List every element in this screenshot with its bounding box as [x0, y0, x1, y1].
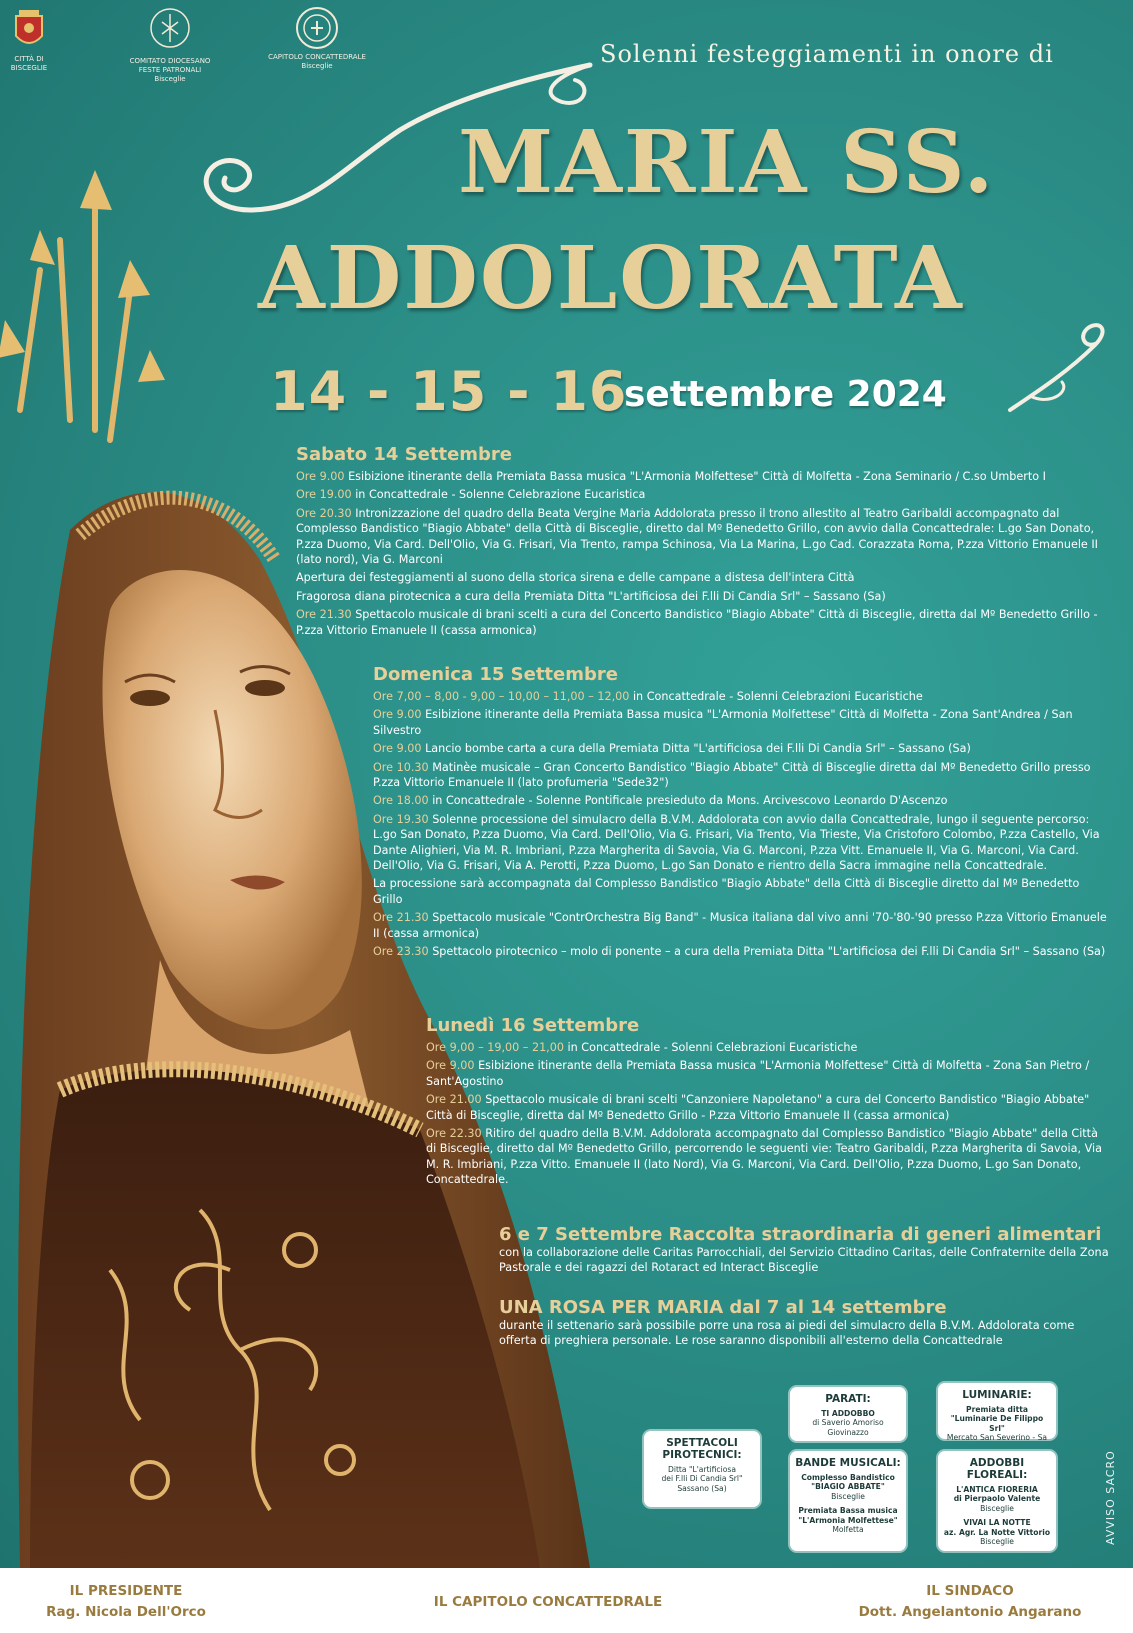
sponsor-name-2: Premiata Bassa musica	[798, 1506, 898, 1516]
avviso-sacro-label: AVVISO SACRO	[1104, 1450, 1117, 1545]
program-event	[373, 741, 1108, 756]
event-description: Matinèe musicale – Gran Concerto Bandistico "Biagio Abbate" Città di Bisceglie diretta dal Mº Benedetto Grillo presso P.zza Vittorio Emanuele II (lato profumeria "Sede32")	[373, 760, 1091, 790]
sponsor-detail: di Pierpaolo Valente	[953, 1494, 1041, 1504]
rose-notice-title: UNA ROSA PER MARIA dal 7 al 14 settembre	[499, 1297, 947, 1318]
sponsor-location-2: Molfetta	[832, 1525, 864, 1535]
sponsor-name: L'ANTICA FIORERIA	[956, 1485, 1038, 1494]
sponsor-box-parati	[790, 1387, 906, 1441]
sindaco-name: Dott. Angelantonio Angarano	[858, 1604, 1082, 1620]
event-time: Ore 7,00 – 8,00 - 9,00 – 10,00 – 11,00 – 12,00	[373, 690, 630, 703]
event-description: in Concattedrale - Solenni Celebrazioni Eucaristiche	[563, 1041, 858, 1054]
program-day-sunday	[373, 664, 1108, 963]
sponsor-detail: "Luminarie De Filippo Srl"	[950, 1414, 1044, 1433]
event-time: Ore 10.30	[373, 760, 429, 774]
food-collection-text: con la collaborazione delle Caritas Parrocchiali, del Servizio Cittadino Caritas, delle Confraternite della Zona Pastorale e dei ragazzi del Rotaract ed Interact Bisceglie	[499, 1246, 1109, 1274]
comitato-logo-line2: FESTE PATRONALI	[138, 66, 202, 74]
sponsor-detail: dei F.lli Di Candia Srl"	[661, 1474, 743, 1484]
comitato-logo-line3: Bisceglie	[154, 75, 186, 83]
program-event	[296, 570, 1108, 585]
day-title: Domenica 15 Settembre	[373, 664, 618, 685]
sponsor-location: Bisceglie	[831, 1491, 865, 1501]
program-day-monday	[426, 1015, 1108, 1191]
event-description: Esibizione itinerante della Premiata Bassa musica "L'Armonia Molfettese" Città di Molfetta - Zona Seminario / C.so Umberto I	[344, 470, 1046, 483]
sponsor-heading: SPETTACOLI	[666, 1437, 738, 1449]
program-event	[426, 1126, 1108, 1188]
sponsor-heading: BANDE MUSICALI:	[795, 1457, 901, 1469]
program-event	[426, 1040, 1108, 1055]
program-event	[373, 689, 1108, 704]
event-description: Spettacolo musicale di brani scelti a cura del Concerto Bandistico "Biagio Abbate" Città di Bisceglie, diretta dal Mº Benedetto Grillo - P.zza Vittorio Emanuele II (cassa armonica)	[296, 608, 1098, 637]
sponsor-location: Mercato San Severino - Sa	[946, 1433, 1048, 1443]
event-description: Esibizione itinerante della Premiata Bassa musica "L'Armonia Molfettese" Città di Molfetta - Zona Sant'Andrea / San Silvestro	[373, 708, 1073, 737]
capitolo-logo-line2: Bisceglie	[301, 62, 333, 70]
event-time: Ore 23.30	[373, 945, 429, 959]
sponsor-location: Bisceglie	[980, 1503, 1014, 1513]
rose-notice	[499, 1297, 1111, 1348]
sponsor-detail-2: "L'Armonia Molfettese"	[798, 1515, 898, 1525]
festival-month-year: settembre 2024	[624, 374, 947, 415]
event-time: Ore 9.00	[426, 1059, 475, 1073]
event-time: Ore 19.30	[373, 812, 429, 826]
program-event	[296, 607, 1108, 638]
program-event	[373, 910, 1108, 941]
event-description: Solenne processione del simulacro della B.V.M. Addolorata con avvio dalla Concattedrale, lungo il seguente percorso: L.go San Donato, P.zza Duomo, Via Card. Dell'Olio, Via G. Frisari, Via Trento, Via Trieste, Via Cristoforo Colombo, P.zza Castello, Via Dante Alighieri, Via M. R. Imbriani, P.zza Margherita di Savoia, Via G. Marconi, P.zza Vitt. Emanuele II, Via G. Marconi, Via Card. Dell'Olio, Via G. Frisari, Via A. Perotti, P.zza Duomo, L.go San Donato e rientro della Sacra immagine nella Concattedrale.	[373, 812, 1100, 873]
event-time: Ore 18.00	[373, 794, 429, 808]
event-time: Ore 20.30	[296, 506, 352, 520]
program-event	[296, 487, 1108, 502]
event-description: Ritiro del quadro della B.V.M. Addolorata accompagnato dal Complesso Bandistico "Biagio Abbate" della Città di Bisceglie, diretto dal Mº Benedetto Grillo, percorrendo le seguenti vie: Teatro Garibaldi, P.zza Margherita di Savoia, Via M. R. Imbriani, P.zza Vitto. Emanuele II (lato Nord), Via G. Marconi, Via Card. Dell'Olio, P.zza Duomo, L.go San Donato, Concattedrale.	[426, 1127, 1102, 1187]
event-time: Ore 9.00	[373, 708, 422, 722]
sponsor-heading-2: PIROTECNICI:	[662, 1449, 742, 1461]
title-line-1: MARIA SS.	[458, 112, 996, 213]
sponsor-location: Giovinazzo	[827, 1427, 869, 1437]
sponsor-heading: PARATI:	[825, 1393, 871, 1405]
program-day-saturday	[296, 444, 1108, 641]
event-time: Ore 22.30	[426, 1127, 482, 1141]
event-time: Ore 21.00	[426, 1093, 482, 1107]
event-description: Esibizione itinerante della Premiata Bassa musica "L'Armonia Molfettese" Città di Molfetta - Zona San Pietro / Sant'Agostino	[426, 1059, 1090, 1088]
sponsor-box-luminarie	[938, 1383, 1056, 1443]
comitato-logo-line1: COMITATO DIOCESANO	[129, 57, 211, 65]
presidente-title: IL PRESIDENTE	[69, 1583, 183, 1599]
program-event	[296, 506, 1108, 568]
event-description: Lancio bombe carta a cura della Premiata Ditta "L'artificiosa dei F.lli Di Candia Srl" – Sassano (Sa)	[421, 742, 971, 756]
event-description: in Concattedrale - Solenni Celebrazioni Eucaristiche	[629, 690, 923, 703]
title-line-2: ADDOLORATA	[258, 228, 964, 329]
event-time: Ore 21.30	[373, 911, 429, 925]
program-event	[373, 876, 1108, 907]
sponsor-name: Premiata ditta	[966, 1405, 1028, 1414]
sponsor-name: Complesso Bandistico	[801, 1473, 895, 1482]
sponsor-name: TI ADDOBBO	[821, 1409, 875, 1418]
header-subtitle: Solenni festeggiamenti in onore di	[600, 40, 1054, 68]
program-event	[426, 1092, 1108, 1123]
coat-of-arms-icon	[12, 6, 46, 52]
event-description: Spettacolo musicale di brani scelti "Canzoniere Napoletano" a cura del Concerto Bandistico "Biagio Abbate" Città di Bisceglie, diretta dal Mº Benedetto Grillo - P.zza Vittorio Emanuele II (cassa armonica)	[426, 1093, 1090, 1122]
program-event	[296, 589, 1108, 604]
right-swirl-ornament	[1000, 320, 1120, 430]
event-description: Fragorosa diana pirotecnica a cura della Premiata Ditta "L'artificiosa dei F.lli Di Candia Srl" – Sassano (Sa)	[296, 589, 886, 603]
food-collection-title: 6 e 7 Settembre Raccolta straordinaria di generi alimentari	[499, 1224, 1102, 1245]
comitato-emblem-icon	[148, 6, 192, 54]
city-logo-line2: BISCEGLIE	[10, 64, 48, 72]
event-time: Ore 21.30	[296, 608, 352, 622]
sponsor-name: Ditta "L'artificiosa	[668, 1465, 736, 1474]
city-logo	[6, 6, 52, 73]
event-time: Ore 9.00	[296, 470, 345, 483]
day-title: Sabato 14 Settembre	[296, 444, 513, 465]
day-title: Lunedì 16 Settembre	[426, 1015, 640, 1036]
capitolo-logo-line1: CAPITOLO CONCATTEDRALE	[268, 53, 366, 61]
event-description: in Concattedrale - Solenne Celebrazione Eucaristica	[351, 488, 646, 502]
event-description: Spettacolo pirotecnico – molo di ponente – a cura della Premiata Ditta "L'artificiosa dei F.lli Di Candia Srl" – Sassano (Sa)	[428, 945, 1106, 959]
sponsor-detail: di Saverio Amoriso	[812, 1418, 884, 1428]
sindaco-title: IL SINDACO	[926, 1583, 1014, 1599]
program-event	[373, 944, 1108, 959]
program-event	[426, 1058, 1108, 1089]
sponsor-heading: LUMINARIE:	[962, 1389, 1032, 1401]
capitolo-seal-icon	[295, 6, 339, 50]
event-description: in Concattedrale - Solenne Pontificale presieduto da Mons. Arcivescovo Leonardo D'Ascenzo	[428, 794, 948, 808]
program-event	[373, 760, 1108, 791]
event-description: Intronizzazione del quadro della Beata Vergine Maria Addolorata presso il trono allestito al Teatro Garibaldi accompagnato dal Complesso Bandistico "Biagio Abbate" della Città di Bisceglie, diretto dal Mº Benedetto Grillo, con avvio dalla Concattedrale: L.go San Donato, P.zza Duomo, Via Card. Dell'Olio, Via G. Frisari, Via Trento, rampa Schinosa, Via La Marina, L.go Cad. Corazzata Roma, P.zza Vittorio Emanuele II (lato nord), Via G. Marconi	[296, 506, 1098, 567]
event-time: Ore 9.00	[373, 742, 422, 756]
sponsor-location-2: Bisceglie	[980, 1537, 1014, 1547]
sponsor-detail: "BIAGIO ABBATE"	[811, 1482, 885, 1492]
sponsor-location: Sassano (Sa)	[677, 1483, 727, 1493]
event-description: La processione sarà accompagnata dal Complesso Bandistico "Biagio Abbate" della Città di Bisceglie diretto dal Mº Benedetto Grillo	[373, 877, 1080, 906]
festival-days: 14 - 15 - 16	[270, 360, 628, 423]
rose-notice-text: durante il settenario sarà possibile porre una rosa ai piedi del simulacro della B.V.M. Addolorata come offerta di preghiera personale. Le rose saranno disponibili all'esterno della Concattedrale	[499, 1319, 1075, 1347]
signatures-footer	[0, 1568, 1133, 1633]
event-time: Ore 19.00	[296, 488, 352, 502]
sponsor-box-addobbi	[938, 1451, 1056, 1551]
presidente-name: Rag. Nicola Dell'Orco	[46, 1604, 206, 1620]
program-event	[296, 469, 1108, 484]
event-description: Spettacolo musicale "ContrOrchestra Big Band" - Musica italiana dal vivo anni '70-'80-'90 presso P.zza Vittorio Emanuele II (cassa armonica)	[373, 911, 1107, 940]
program-event	[373, 812, 1108, 874]
sponsor-name-2: VIVAI LA NOTTE	[963, 1518, 1031, 1528]
event-time: Ore 9,00 – 19,00 – 21,00	[426, 1041, 564, 1054]
food-collection-notice	[499, 1224, 1111, 1275]
signature-presidente	[20, 1581, 232, 1623]
sponsor-box-bande	[790, 1451, 906, 1551]
signature-capitolo: IL CAPITOLO CONCATTEDRALE	[433, 1594, 663, 1610]
sponsor-box-pirotecnici	[644, 1431, 760, 1507]
sponsor-detail-2: az. Agr. La Notte Vittorio	[943, 1527, 1051, 1537]
event-description: Apertura dei festeggiamenti al suono della storica sirena e delle campane a distesa dell'intera Città	[296, 571, 855, 585]
program-event	[373, 793, 1108, 808]
signature-sindaco	[820, 1581, 1120, 1623]
sponsor-heading: ADDOBBI FLOREALI:	[966, 1457, 1028, 1481]
city-logo-line1: CITTÀ DI	[14, 55, 44, 63]
program-event	[373, 707, 1108, 738]
